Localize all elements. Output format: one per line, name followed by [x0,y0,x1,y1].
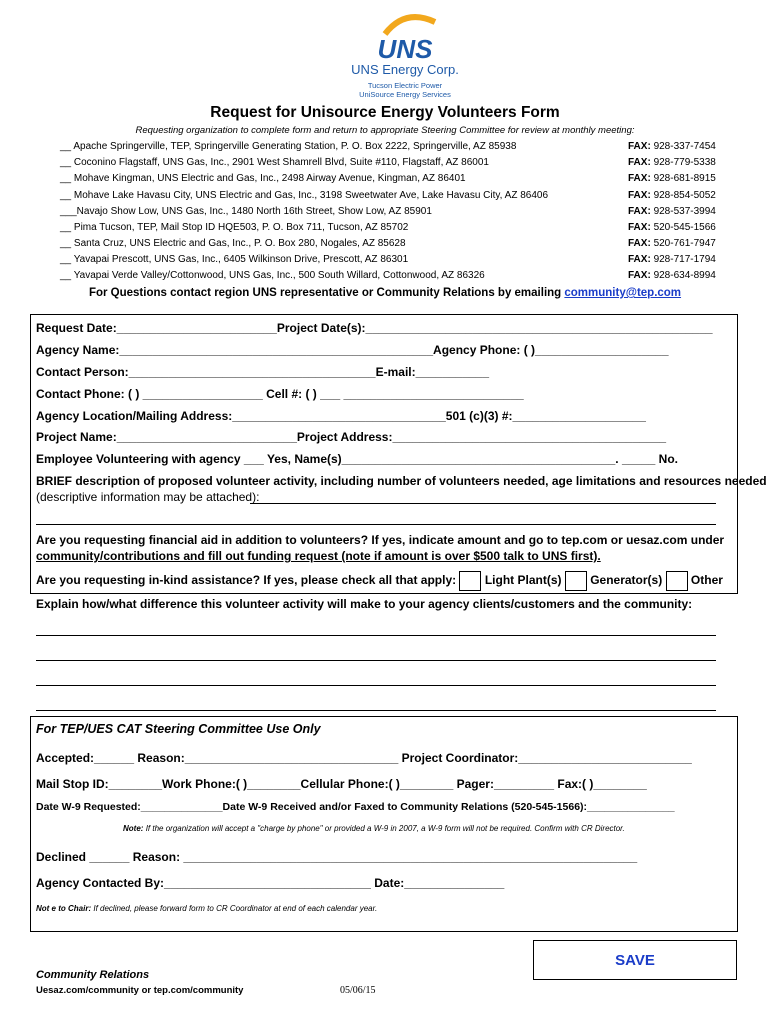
org-row[interactable]: __ Mohave Kingman, UNS Electric and Gas, Inc., 2498 Airway Avenue, Kingman, AZ 86401 [60,173,466,184]
note-to-chair: Not e to Chair: If declined, please forward form to CR Coordinator at end of each calendar year. [36,904,378,913]
project-name-field[interactable]: Project Name:___________________________Project Address:_________________________________________ [36,430,667,444]
agency-location-field[interactable]: Agency Location/Mailing Address:________________________________501 (c)(3) #:____________________ [36,409,646,423]
org-row[interactable]: __ Coconino Flagstaff, UNS Gas, Inc., 2901 West Shamrell Blvd, Suite #110, Flagstaff, AZ 86001 [60,157,489,168]
org-row[interactable]: __ Yavapai Verde Valley/Cottonwood, UNS Gas, Inc., 500 South Willard, Cottonwood, AZ 86326 [60,270,485,281]
logo-corp: UNS Energy Corp. [351,62,459,77]
explain-line[interactable] [36,710,716,711]
brief-description-label: BRIEF description of proposed volunteer activity, including number of volunteers needed, age limitations and resources needed [36,474,767,488]
fax-number: FAX: 928-779-5338 [628,157,716,168]
inkind-label: Are you requesting in-kind assistance? If yes, please check all that apply: [36,573,457,588]
explain-line[interactable] [36,685,716,686]
generator-checkbox[interactable] [565,571,587,591]
save-button[interactable]: SAVE [533,940,737,980]
footer-date: 05/06/15 [340,985,376,996]
brief-description-sub: (descriptive information may be attached): [36,490,260,504]
other-checkbox[interactable] [666,571,688,591]
declined-field[interactable]: Declined ______ Reason: ____________________________________________________________________ [36,850,638,864]
employee-volunteering-field[interactable]: Employee Volunteering with agency ___ Yes, Name(s)_________________________________________. _____ No. [36,452,678,466]
financial-aid-sub: community/contributions and fill out funding request (note if amount is over $500 talk to UNS first). [36,549,601,563]
explain-line[interactable] [36,635,716,636]
org-row[interactable]: __ Apache Springerville, TEP, Springerville Generating Station, P. O. Box 2222, Springerville, AZ 85938 [60,141,517,152]
fax-number: FAX: 928-681-8915 [628,173,716,184]
generator-label: Generator(s) [590,573,663,588]
w9-field[interactable]: Date W-9 Requested:______________Date W-9 Received and/or Faxed to Community Relations (520-545-1566):_______________ [36,801,675,813]
light-plant-label: Light Plant(s) [484,573,562,588]
request-date-field[interactable]: Request Date:________________________Project Date(s):____________________________________________________ [36,321,713,335]
org-row[interactable]: __ Yavapai Prescott, UNS Gas, Inc., 6405 Wilkinson Drive, Prescott, AZ 86301 [60,254,409,265]
org-row[interactable]: __ Mohave Lake Havasu City, UNS Electric and Gas, Inc., 3198 Sweetwater Ave, Lake Havasu City, AZ 86406 [60,190,549,201]
contact-phone-field[interactable]: Contact Phone: ( ) __________________ Cell #: ( ) ___ ___________________________ [36,387,524,401]
other-label: Other [690,573,723,588]
accepted-field[interactable]: Accepted:______ Reason:________________________________ Project Coordinator:__________________________ [36,751,692,765]
fax-number: FAX: 928-634-8994 [628,270,716,281]
sun-arc-icon [365,14,445,36]
contact-person-field[interactable]: Contact Person:_____________________________________E-mail:___________ [36,365,490,379]
logo-sub1: Tucson Electric Power [367,81,443,90]
org-row[interactable]: __ Santa Cruz, UNS Electric and Gas, Inc., P. O. Box 280, Nogales, AZ 85628 [60,238,406,249]
agency-name-field[interactable]: Agency Name:_______________________________________________Agency Phone: ( )____________________ [36,343,669,357]
fax-number: FAX: 928-537-3994 [628,206,716,217]
fax-number: FAX: 928-717-1794 [628,254,716,265]
fax-number: FAX: 928-337-7454 [628,141,716,152]
contact-line: For Questions contact region UNS representative or Community Relations by emailing community@tep.com [88,287,682,299]
org-row[interactable]: ___Navajo Show Low, UNS Gas, Inc., 1480 North 16th Street, Show Low, AZ 85901 [60,206,432,217]
org-row[interactable]: __ Pima Tucson, TEP, Mail Stop ID HQE503, P. O. Box 711, Tucson, AZ 85702 [60,222,409,233]
note: Note: If the organization will accept a "charge by phone" or provided a W-9 in 2007, a W-9 form will not be required. Confirm with CR Director. [123,824,625,833]
logo-sub2: UniSource Energy Services [359,90,451,99]
uns-logo [330,14,480,99]
financial-aid-label: Are you requesting financial aid in addition to volunteers? If yes, indicate amount and go to tep.com or uesaz.com under [36,533,725,547]
mailstop-field[interactable]: Mail Stop ID:________Work Phone:( )________Cellular Phone:( )________ Pager:_________ Fax:( )________ [36,777,647,791]
fax-number: FAX: 520-761-7947 [628,238,716,249]
brief-line[interactable] [250,503,716,504]
footer-urls: Uesaz.com/community or tep.com/community [36,985,244,996]
light-plant-checkbox[interactable] [459,571,481,591]
committee-heading: For TEP/UES CAT Steering Committee Use Only [36,722,321,736]
fax-number: FAX: 928-854-5052 [628,190,716,201]
explain-label: Explain how/what difference this volunteer activity will make to your agency clients/customers and the community: [36,597,693,611]
contact-email-link[interactable]: community@tep.com [564,287,682,299]
agency-contacted-field[interactable]: Agency Contacted By:_______________________________ Date:_______________ [36,876,505,890]
form-title: Request for Unisource Energy Volunteers Form [210,104,560,121]
brief-line[interactable] [36,524,716,525]
logo-brand: UNS [377,34,433,64]
explain-line[interactable] [36,660,716,661]
instructions: Requesting organization to complete form and return to appropriate Steering Committee for review at monthly meeting: [135,125,635,136]
inkind-row [36,571,723,591]
footer-dept: Community Relations [36,969,150,981]
fax-number: FAX: 520-545-1566 [628,222,716,233]
